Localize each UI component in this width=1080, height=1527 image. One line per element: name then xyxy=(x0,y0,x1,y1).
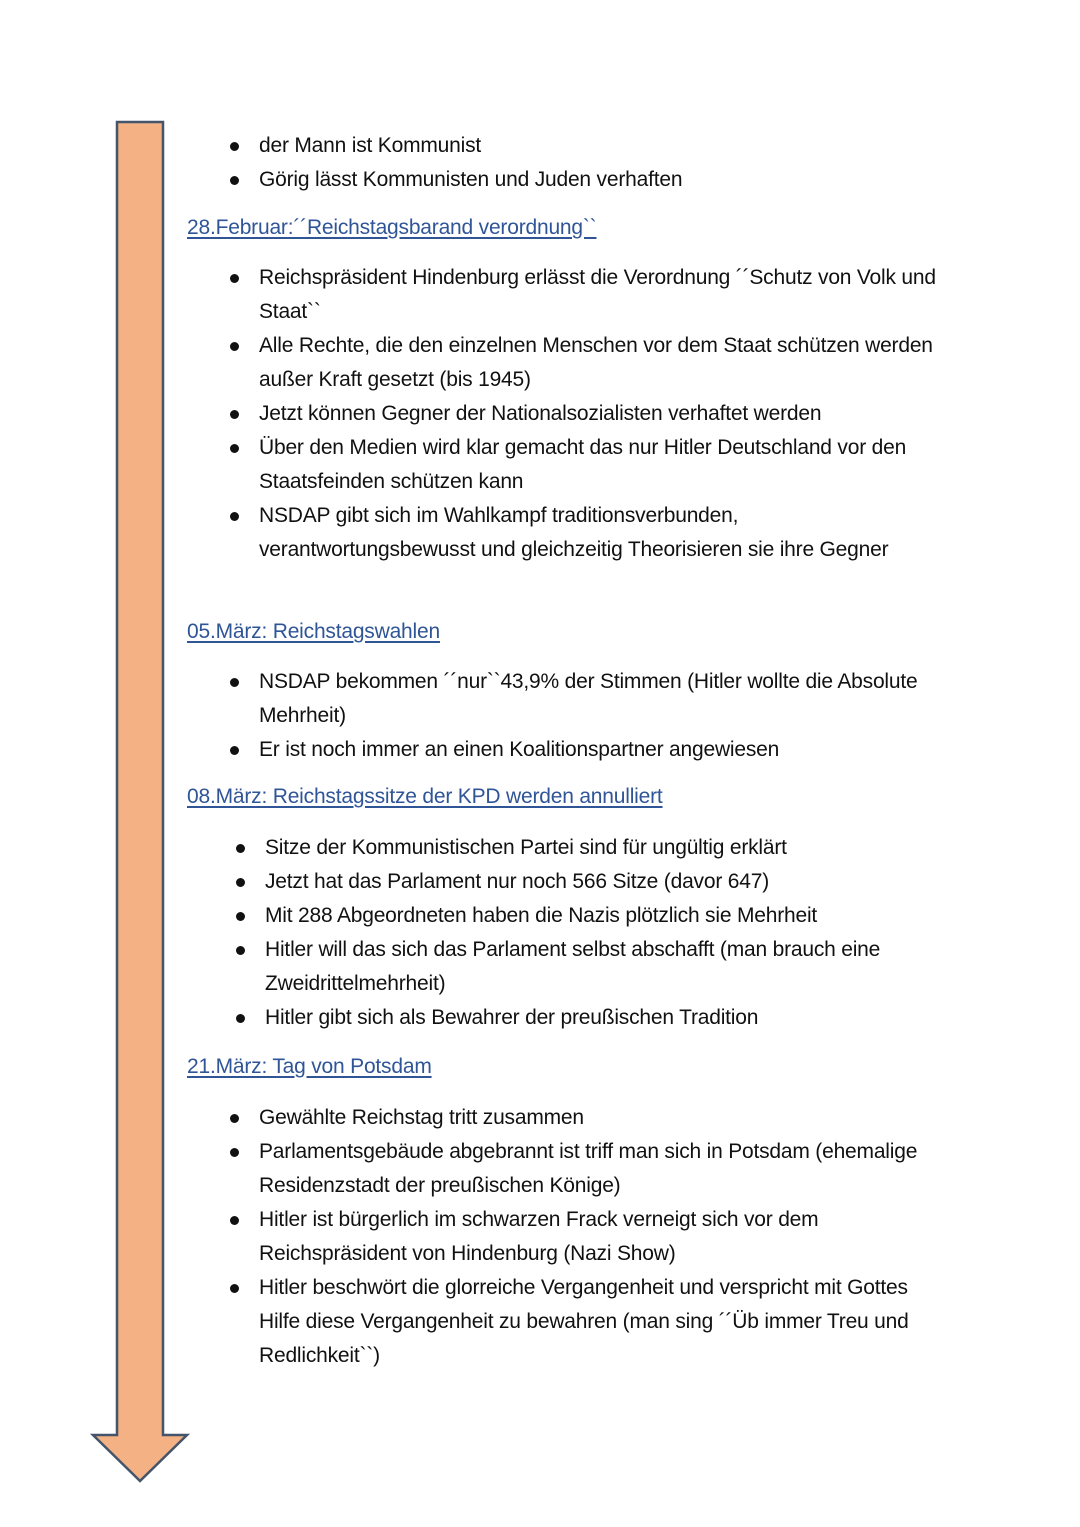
bullet-list-28-februar xyxy=(259,261,949,567)
bullet-icon xyxy=(230,678,239,687)
list-item: Alle Rechte, die den einzelnen Menschen vor dem Staat schützen werden außer Kraft gesetzt (bis 1945) xyxy=(259,329,949,397)
list-item: der Mann ist Kommunist xyxy=(259,129,959,163)
list-item: Mit 288 Abgeordneten haben die Nazis plötzlich sie Mehrheit xyxy=(265,899,955,933)
list-item: Parlamentsgebäude abgebrannt ist triff man sich in Potsdam (ehemalige Residenzstadt der preußischen Könige) xyxy=(259,1135,949,1203)
section-heading-05-maerz: 05.März: Reichstagswahlen xyxy=(187,620,440,643)
bullet-icon xyxy=(230,1216,239,1225)
bullet-icon xyxy=(236,912,245,921)
list-item: Reichspräsident Hindenburg erlässt die Verordnung ´´Schutz von Volk und Staat`` xyxy=(259,261,949,329)
bullet-list-intro xyxy=(259,129,959,197)
bullet-icon xyxy=(230,512,239,521)
section-heading-08-maerz: 08.März: Reichstagssitze der KPD werden annulliert xyxy=(187,785,663,808)
list-item: Hitler will das sich das Parlament selbst abschafft (man brauch eine Zweidrittelmehrheit) xyxy=(265,933,955,1001)
bullet-icon xyxy=(236,1014,245,1023)
bullet-icon xyxy=(230,1148,239,1157)
section-heading-28-februar: 28.Februar:´´Reichstagsbarand verordnung`` xyxy=(187,216,597,239)
timeline-down-arrow-icon xyxy=(0,0,200,1527)
bullet-icon xyxy=(230,1284,239,1293)
bullet-icon xyxy=(230,176,239,185)
list-item: Sitze der Kommunistischen Partei sind für ungültig erklärt xyxy=(265,831,955,865)
bullet-icon xyxy=(230,342,239,351)
list-item: Görig lässt Kommunisten und Juden verhaften xyxy=(259,163,959,197)
bullet-icon xyxy=(236,844,245,853)
bullet-icon xyxy=(236,878,245,887)
bullet-icon xyxy=(230,142,239,151)
list-item: Hitler beschwört die glorreiche Vergangenheit und verspricht mit Gottes Hilfe diese Vergangenheit zu bewahren (man sing ´´Üb immer Treu und Redlichkeit``) xyxy=(259,1271,949,1373)
bullet-list-21-maerz xyxy=(259,1101,949,1373)
list-item: Jetzt können Gegner der Nationalsozialisten verhaftet werden xyxy=(259,397,949,431)
list-item: NSDAP gibt sich im Wahlkampf traditionsverbunden, verantwortungsbewusst und gleichzeitig Theorisieren sie ihre Gegner xyxy=(259,499,949,567)
bullet-icon xyxy=(230,746,239,755)
bullet-icon xyxy=(236,946,245,955)
section-heading-21-maerz: 21.März: Tag von Potsdam xyxy=(187,1055,432,1078)
bullet-list-05-maerz xyxy=(259,665,939,767)
bullet-list-08-maerz xyxy=(265,831,955,1035)
list-item: Jetzt hat das Parlament nur noch 566 Sitze (davor 647) xyxy=(265,865,955,899)
list-item: Über den Medien wird klar gemacht das nur Hitler Deutschland vor den Staatsfeinden schützen kann xyxy=(259,431,949,499)
list-item: Hitler ist bürgerlich im schwarzen Frack verneigt sich vor dem Reichspräsident von Hindenburg (Nazi Show) xyxy=(259,1203,949,1271)
bullet-icon xyxy=(230,274,239,283)
list-item: NSDAP bekommen ´´nur``43,9% der Stimmen (Hitler wollte die Absolute Mehrheit) xyxy=(259,665,939,733)
list-item: Gewählte Reichstag tritt zusammen xyxy=(259,1101,949,1135)
bullet-icon xyxy=(230,1114,239,1123)
list-item: Hitler gibt sich als Bewahrer der preußischen Tradition xyxy=(265,1001,955,1035)
list-item: Er ist noch immer an einen Koalitionspartner angewiesen xyxy=(259,733,939,767)
bullet-icon xyxy=(230,444,239,453)
bullet-icon xyxy=(230,410,239,419)
